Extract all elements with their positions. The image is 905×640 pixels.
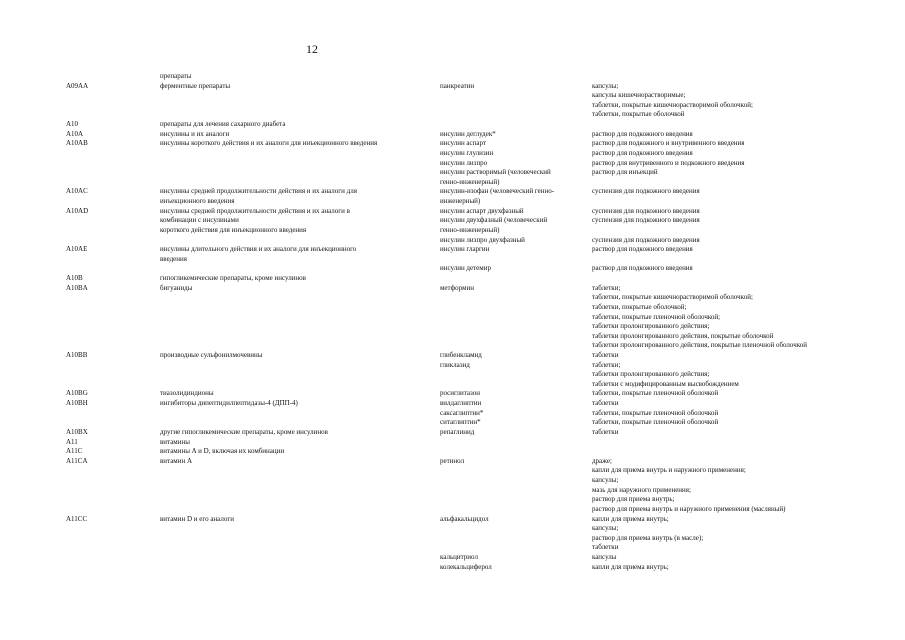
table-row <box>0 263 905 273</box>
dosage-form-cell: таблетки пролонгированного действия; <box>592 370 710 379</box>
dosage-form-cell: капсулы; <box>592 524 619 533</box>
table-row <box>0 388 905 398</box>
drug-name-cell: инсулин деглудек* <box>440 129 496 138</box>
group-name-cell: тиазолидиндионы <box>160 389 214 398</box>
dosage-form-cell: таблетки, покрытые пленочной оболочкой <box>592 389 719 398</box>
atc-code-cell: A11 <box>66 437 78 446</box>
table-row <box>0 552 905 562</box>
group-name-cell: витамин A <box>160 456 193 465</box>
table-row <box>0 186 905 196</box>
table-row <box>0 206 905 216</box>
drug-name-cell: инсулин аспарт <box>440 139 486 148</box>
group-name-cell: препараты для лечения сахарного диабета <box>160 120 286 129</box>
table-row <box>0 273 905 283</box>
drug-name-cell: ситаглиптин* <box>440 418 481 427</box>
atc-code-cell: A10AB <box>66 139 88 148</box>
group-name-cell: введения <box>160 254 187 263</box>
drug-name-cell: вилдаглиптин <box>440 399 482 408</box>
group-name-cell: инсулины и их аналоги <box>160 129 230 138</box>
table-row <box>0 475 905 485</box>
table-row <box>0 331 905 341</box>
drug-name-cell: саксаглиптин* <box>440 408 484 417</box>
group-name-cell: инсулины средней продолжительности действия и их аналоги в <box>160 206 350 215</box>
table-row <box>0 321 905 331</box>
table-row <box>0 138 905 148</box>
table-row <box>0 340 905 350</box>
table-row <box>0 369 905 379</box>
drug-name-cell: генно-инженерный) <box>440 177 500 186</box>
dosage-form-cell: раствор для внутривенного и подкожного введения <box>592 158 745 167</box>
atc-code-cell: A10AE <box>66 245 88 254</box>
table-row <box>0 504 905 514</box>
dosage-form-cell: таблетки <box>592 543 619 552</box>
table-row <box>0 312 905 322</box>
dosage-form-cell: таблетки, покрытые пленочной оболочкой <box>592 408 719 417</box>
atc-code-cell: A10BB <box>66 350 88 359</box>
drug-name-cell: инсулин лизпро двухфазный <box>440 235 525 244</box>
table-row <box>0 90 905 100</box>
table-row <box>0 244 905 254</box>
dosage-form-cell: таблетки, покрытые кишечнорастворимой оболочкой; <box>592 100 753 109</box>
dosage-form-cell: суспензия для подкожного введения <box>592 235 700 244</box>
drug-name-cell: инженерный) <box>440 197 481 206</box>
group-name-cell: витамины <box>160 437 190 446</box>
dosage-form-cell: раствор для подкожного введения <box>592 264 693 273</box>
table-row <box>0 465 905 475</box>
dosage-form-cell: таблетки пролонгированного действия, покрытые пленочной оболочкой <box>592 341 808 350</box>
table-row <box>0 398 905 408</box>
drug-name-cell: инсулин гларгин <box>440 245 490 254</box>
table-row <box>0 81 905 91</box>
dosage-form-cell: таблетки; <box>592 360 621 369</box>
atc-code-cell: A10BG <box>66 389 88 398</box>
drug-name-cell: инсулин двухфазный (человеческий <box>440 216 548 225</box>
table-row <box>0 100 905 110</box>
table-row <box>0 427 905 437</box>
group-name-cell: ферментные препараты <box>160 81 231 90</box>
drug-name-cell: колекальциферол <box>440 562 492 571</box>
drug-name-cell: инсулин лизпро <box>440 158 488 167</box>
atc-code-cell: A10BH <box>66 399 88 408</box>
atc-code-cell: A11C <box>66 447 83 456</box>
table-row <box>0 215 905 225</box>
drug-name-cell: инсулин глулизин <box>440 148 494 157</box>
dosage-form-cell: капсулы; <box>592 81 619 90</box>
dosage-form-cell: таблетки с модифицированным высвобождением <box>592 379 739 388</box>
group-name-cell: витамины A и D, включая их комбинации <box>160 447 285 456</box>
group-name-cell: производные сульфонилмочевины <box>160 350 263 359</box>
dosage-form-cell: таблетки пролонгированного действия, покрытые оболочкой <box>592 331 774 340</box>
dosage-form-cell: таблетки, покрытые оболочкой <box>592 110 685 119</box>
dosage-form-cell: таблетки; <box>592 283 621 292</box>
dosage-form-cell: раствор для подкожного введения <box>592 129 693 138</box>
table-row <box>0 119 905 129</box>
table-row <box>0 109 905 119</box>
atc-code-cell: A11CA <box>66 456 88 465</box>
drug-name-cell: гликлазид <box>440 360 470 369</box>
group-name-cell: инсулины короткого действия и их аналоги для инъекционного введения <box>160 139 378 148</box>
drug-name-cell: инсулин аспарт двухфазный <box>440 206 524 215</box>
dosage-form-cell: раствор для подкожного введения <box>592 245 693 254</box>
table-row <box>0 485 905 495</box>
table-row <box>0 148 905 158</box>
table-row <box>0 350 905 360</box>
table-row <box>0 408 905 418</box>
drug-name-cell: альфакальцидол <box>440 514 489 523</box>
group-name-cell: витамин D и его аналоги <box>160 514 234 523</box>
dosage-form-cell: таблетки, покрытые кишечнорастворимой оболочкой; <box>592 293 753 302</box>
table-row <box>0 129 905 139</box>
group-name-cell: бигуаниды <box>160 283 193 292</box>
atc-code-cell: A10BX <box>66 427 88 436</box>
drug-name-cell: инсулин растворимый (человеческий <box>440 168 551 177</box>
table-row <box>0 177 905 187</box>
table-row <box>0 446 905 456</box>
group-name-cell: комбинации с инсулинами <box>160 216 239 225</box>
table-row <box>0 494 905 504</box>
table-row <box>0 283 905 293</box>
group-name-cell: инсулины длительного действия и их аналоги для инъекционного <box>160 245 357 254</box>
dosage-form-cell: таблетки <box>592 399 619 408</box>
atc-code-cell: A10AC <box>66 187 88 196</box>
dosage-form-cell: драже; <box>592 456 612 465</box>
group-name-cell: ингибиторы дипептидилпептидазы-4 (ДПП-4) <box>160 399 298 408</box>
dosage-form-cell: суспензия для подкожного введения <box>592 216 700 225</box>
table-row <box>0 235 905 245</box>
dosage-form-cell: капсулы <box>592 553 617 561</box>
group-name-cell: инъекционного введения <box>160 197 235 206</box>
atc-code-cell: A10AD <box>66 206 89 215</box>
table-row <box>0 302 905 312</box>
page-number: 12 <box>306 42 318 56</box>
table-row <box>0 542 905 552</box>
table-row <box>0 523 905 533</box>
dosage-form-cell: таблетки, покрытые оболочкой; <box>592 302 687 311</box>
drug-name-cell: кальцитриол <box>440 553 478 561</box>
dosage-form-cell: раствор для инъекций <box>592 168 658 177</box>
dosage-form-cell: капсулы; <box>592 476 619 485</box>
dosage-form-cell: таблетки, покрытые пленочной оболочкой; <box>592 312 721 321</box>
dosage-form-cell: раствор для приема внутрь; <box>592 495 675 504</box>
table-row <box>0 71 905 81</box>
table-row <box>0 196 905 206</box>
dosage-form-cell: суспензия для подкожного введения <box>592 187 700 196</box>
atc-code-cell: A10 <box>66 120 79 129</box>
dosage-form-cell: таблетки <box>592 427 619 436</box>
table-row <box>0 292 905 302</box>
dosage-form-cell: суспензия для подкожного введения <box>592 206 700 215</box>
table-row <box>0 514 905 524</box>
table-row <box>0 360 905 370</box>
table-row <box>0 533 905 543</box>
dosage-form-cell: капли для приема внутрь и наружного применения; <box>592 466 746 475</box>
table-row <box>0 456 905 466</box>
drug-name-cell: глибенкламид <box>440 350 482 359</box>
table-row <box>0 417 905 427</box>
dosage-form-cell: таблетки <box>592 350 619 359</box>
group-name-cell: другие гипогликемические препараты, кроме инсулинов <box>160 427 328 436</box>
dosage-form-cell: раствор для подкожного введения <box>592 148 693 157</box>
dosage-form-cell: таблетки пролонгированного действия; <box>592 322 710 331</box>
group-name-cell: препараты <box>160 72 192 80</box>
dosage-form-cell: капли для приема внутрь; <box>592 562 669 571</box>
group-name-cell: инсулины средней продолжительности действия и их аналоги для <box>160 187 357 196</box>
group-name-cell: короткого действия для инъекционного введения <box>160 225 307 234</box>
table-row <box>0 167 905 177</box>
table-row <box>0 158 905 168</box>
table-row <box>0 225 905 235</box>
drug-name-cell: инсулин-изофан (человеческий генно- <box>440 187 555 196</box>
drug-name-cell: генно-инженерный) <box>440 225 500 234</box>
drug-name-cell: ретинол <box>440 456 465 465</box>
group-name-cell: гипогликемические препараты, кроме инсулинов <box>160 274 306 283</box>
drug-name-cell: метформин <box>440 283 474 292</box>
atc-code-cell: A11CC <box>66 514 88 523</box>
table-row <box>0 379 905 389</box>
dosage-form-cell: раствор для приема внутрь (в масле); <box>592 533 704 542</box>
drug-name-cell: репаглинид <box>440 427 475 436</box>
dosage-form-cell: раствор для подкожного и внутривенного введения <box>592 139 745 148</box>
drug-name-cell: панкреатин <box>440 81 475 90</box>
dosage-form-cell: раствор для приема внутрь и наружного применения (масляный) <box>592 504 786 513</box>
atc-code-cell: A10BA <box>66 283 88 292</box>
drug-name-cell: росиглитазон <box>440 389 481 398</box>
table-row <box>0 437 905 447</box>
atc-code-cell: A09AA <box>66 81 89 90</box>
atc-code-cell: A10B <box>66 274 83 283</box>
dosage-form-cell: капсулы кишечнорастворимые; <box>592 91 686 100</box>
table-row <box>0 562 905 572</box>
drug-name-cell: инсулин детемир <box>440 264 491 273</box>
dosage-form-cell: таблетки, покрытые пленочной оболочкой <box>592 418 719 427</box>
table-row <box>0 254 905 264</box>
dosage-form-cell: мазь для наружного применения; <box>592 485 691 494</box>
atc-code-cell: A10A <box>66 129 84 138</box>
dosage-form-cell: капли для приема внутрь; <box>592 514 669 523</box>
